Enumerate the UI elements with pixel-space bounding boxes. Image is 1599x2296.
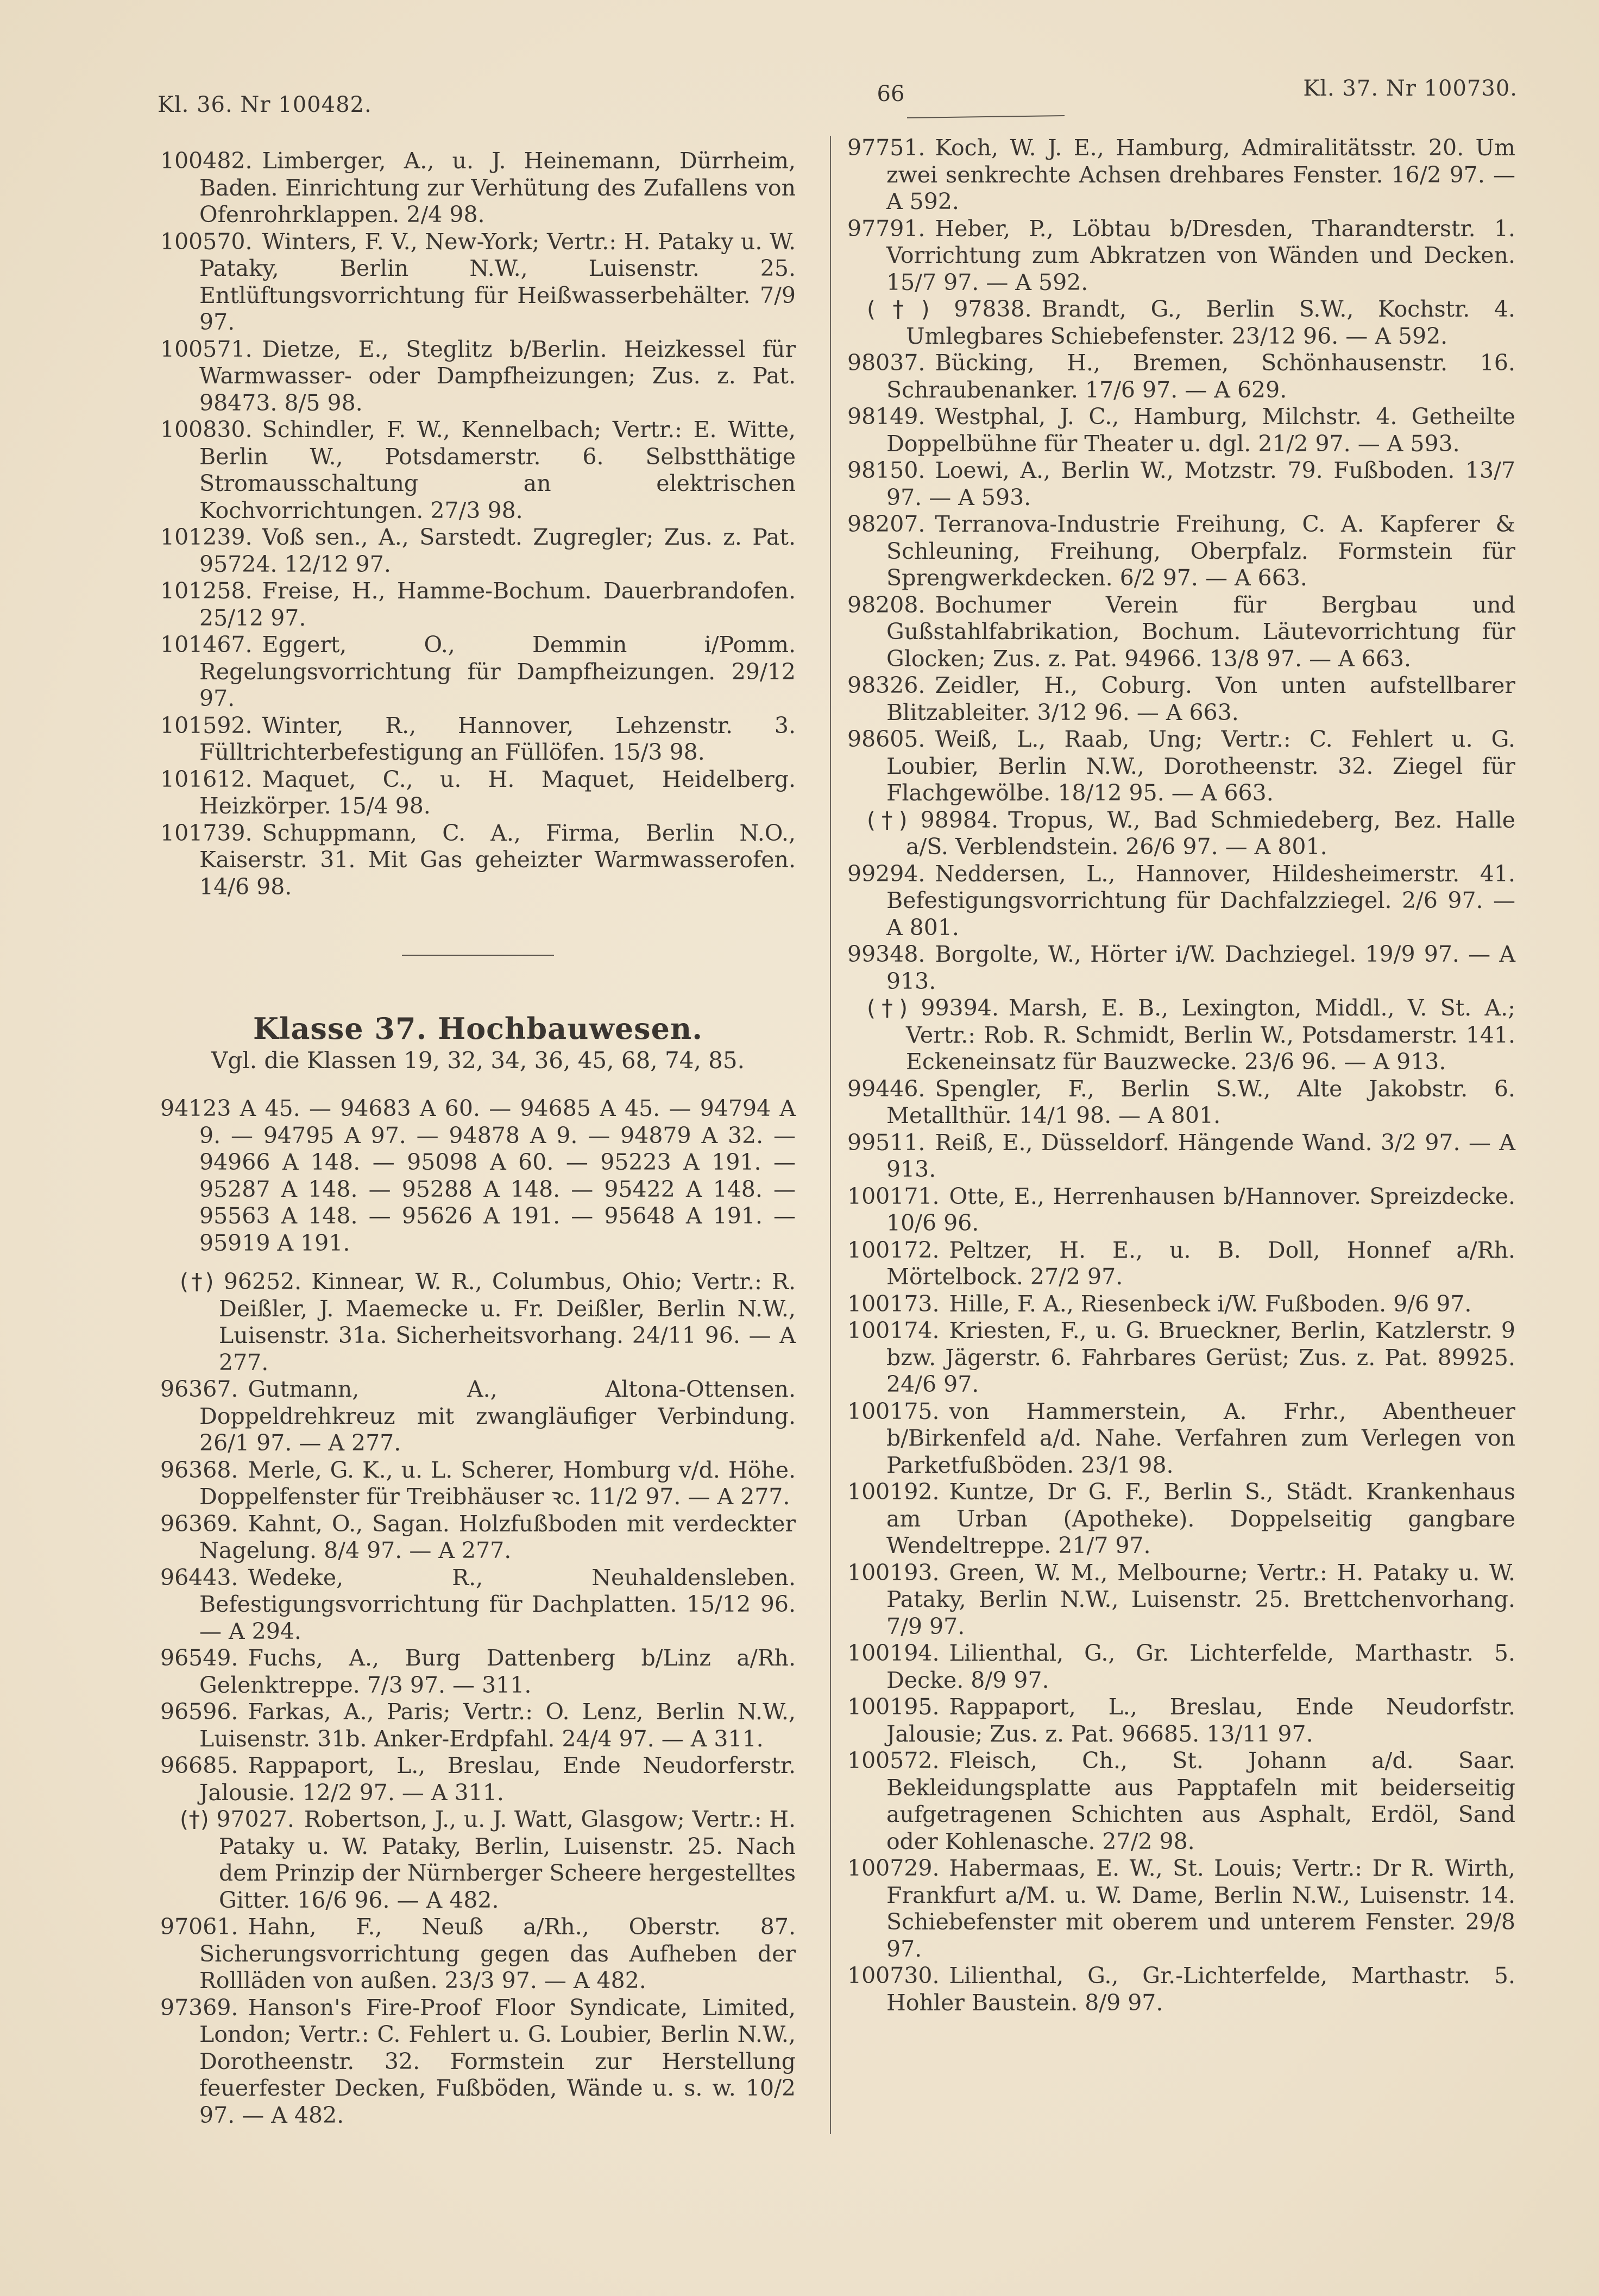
patent-entry — [847, 1748, 1515, 1855]
patent-entry — [847, 1694, 1515, 1748]
patent-description: Kahnt, O., Sagan. Holzfußboden mit verdeckter Nagelung. 8/4 97. — A 277. — [199, 1510, 796, 1563]
cross-references: 94123 A 45. — 94683 A 60. — 94685 A 45. — 94794 A 9. — 94795 A 97. — 94878 A 9. — 94879 A 32. — 94966 A 148. — 95098 A 60. — 95223 A 191. — 95287 A 148. — 95288 A 148. — 95422 A 148. — 95563 A 148. — 95626 A 191. — 95648 A 191. — 95919 A 191. — [160, 1095, 796, 1256]
patent-entry — [160, 1995, 796, 2129]
section-subtitle: Vgl. die Klassen 19, 32, 34, 36, 45, 68, 74, 85. — [211, 1046, 745, 1074]
patent-description: Maquet, C., u. H. Maquet, Heidelberg. Heizkörper. 15/4 98. — [199, 766, 796, 819]
patent-number: 96596. — [160, 1699, 238, 1725]
patent-description: Brandt, G., Berlin S.W., Kochstr. 4. Umlegbares Schiebefenster. 23/12 96. — A 592. — [906, 296, 1515, 349]
patent-entry — [847, 1855, 1515, 1963]
patent-entry — [847, 592, 1515, 673]
patent-number: 101258. — [160, 578, 253, 604]
patent-entry — [160, 712, 796, 766]
patent-description: Kriesten, F., u. G. Brueckner, Berlin, Katzlerstr. 9 bzw. Jägerstr. 6. Fahrbares Gerüst; Zus. z. Pat. 89925. 24/6 97. — [886, 1317, 1515, 1397]
patent-number: 99294. — [847, 860, 926, 887]
patent-description: Peltzer, H. E., u. B. Doll, Honnef a/Rh. Mörtelbock. 27/2 97. — [886, 1237, 1515, 1290]
patent-entry — [160, 1565, 796, 1645]
dagger-icon: (†) — [867, 296, 954, 322]
patent-description: Gutmann, A., Altona-Ottensen. Doppeldrehkreuz mit zwangläufiger Verbindung. 26/1 97. — A 277. — [199, 1376, 796, 1456]
dagger-icon: (†) — [867, 995, 921, 1021]
patent-number: 100193. — [847, 1559, 940, 1586]
patent-entry — [160, 1914, 796, 1995]
patent-entry — [847, 1398, 1515, 1479]
patent-description: Bücking, H., Bremen, Schönhausenstr. 16. Schraubenanker. 17/6 97. — A 629. — [886, 350, 1515, 403]
patent-number: 100175. — [847, 1398, 940, 1424]
patent-entry — [160, 578, 796, 632]
patent-number: 101239. — [160, 524, 253, 550]
patent-number: 100194. — [847, 1640, 940, 1666]
patent-description: Habermaas, E. W., St. Louis; Vertr.: Dr R. Wirth, Frankfurt a/M. u. W. Dame, Berlin N.W., Luisenstr. 14. Schiebefenster mit oberem und unterem Fenster. 29/8 97. — [886, 1855, 1515, 1962]
patent-number: 100173. — [847, 1290, 940, 1317]
patent-entry — [847, 135, 1515, 216]
patent-number: 100729. — [847, 1855, 940, 1881]
patent-description: Neddersen, L., Hannover, Hildesheimerstr. 41. Befestigungsvorrichtung für Dachfalzziegel. 2/6 97. — A 801. — [886, 860, 1515, 941]
patent-number: 101467. — [160, 632, 253, 658]
patent-description: Bochumer Verein für Bergbau und Gußstahlfabrikation, Bochum. Läutevorrichtung für Glocken; Zus. z. Pat. 94966. 13/8 97. — A 663. — [886, 591, 1515, 672]
patent-entry — [160, 1376, 796, 1457]
patent-description: Eggert, O., Demmin i/Pomm. Regelungsvorrichtung für Dampfheizungen. 29/12 97. — [199, 632, 796, 711]
patent-entry — [160, 1645, 796, 1699]
patent-entry — [847, 726, 1515, 807]
patent-description: Fuchs, A., Burg Dattenberg b/Linz a/Rh. Gelenktreppe. 7/3 97. — 311. — [199, 1645, 796, 1698]
patent-number: 101739. — [160, 819, 253, 846]
patent-description: Spengler, F., Berlin S.W., Alte Jakobstr. 6. Metallthür. 14/1 98. — A 801. — [886, 1075, 1515, 1128]
patent-description: Koch, W. J. E., Hamburg, Admiralitätsstr. 20. Um zwei senkrechte Achsen drehbares Fenster. 16/2 97. — A 592. — [886, 135, 1515, 215]
patent-entry — [847, 216, 1515, 297]
patent-description: Robertson, J., u. J. Watt, Glasgow; Vertr.: H. Pataky u. W. Pataky, Berlin, Luisenstr. 25. Nach dem Prinzip der Nürnberger Scheere hergestelltes Gitter. 16/6 96. — A 482. — [219, 1806, 796, 1913]
patent-description: Lilienthal, G., Gr.-Lichterfelde, Marthastr. 5. Hohler Baustein. 8/9 97. — [886, 1963, 1515, 2016]
patent-list-class-37-continued — [847, 135, 1515, 2016]
patent-description: Marsh, E. B., Lexington, Middl., V. St. A.; Vertr.: Rob. R. Schmidt, Berlin W., Potsdamerstr. 141. Eckeneinsatz für Bauzwecke. 23/6 96. — A 913. — [906, 995, 1516, 1075]
patent-entry — [847, 1560, 1515, 1641]
dagger-icon: (†) — [867, 806, 921, 833]
patent-entry — [160, 1806, 796, 1914]
patent-entry — [160, 1269, 796, 1376]
patent-number: 97838. — [954, 296, 1032, 322]
running-head-right: Kl. 37. Nr 100730. — [1303, 76, 1518, 101]
patent-entry — [160, 148, 796, 229]
patent-number: 100571. — [160, 336, 253, 362]
patent-entry — [847, 1237, 1515, 1291]
patent-number: 97369. — [160, 1994, 238, 2021]
patent-number: 100730. — [847, 1963, 940, 1989]
page-number-rule — [907, 115, 1065, 118]
patent-number: 98037. — [847, 350, 926, 376]
patent-description: Terranova-Industrie Freihung, C. A. Kapferer & Schleuning, Freihung, Oberpfalz. Formstein für Sprengwerkdecken. 6/2 97. — A 663. — [886, 511, 1515, 591]
patent-description: Schuppmann, C. A., Firma, Berlin N.O., Kaiserstr. 31. Mit Gas geheizter Warmwasserofen. 14/6 98. — [199, 819, 796, 900]
patent-description: Schindler, F. W., Kennelbach; Vertr.: E. Witte, Berlin W., Potsdamerstr. 6. Selbstthätige Stromausschaltung an elektrischen Kochvorrichtungen. 27/3 98. — [199, 417, 796, 523]
patent-entry — [160, 524, 796, 578]
patent-description: Borgolte, W., Hörter i/W. Dachziegel. 19/9 97. — A 913. — [886, 941, 1515, 994]
patent-description: Voß sen., A., Sarstedt. Zugregler; Zus. z. Pat. 95724. 12/12 97. — [199, 524, 796, 577]
patent-number: 101612. — [160, 766, 253, 792]
patent-description: Winter, R., Hannover, Lehzenstr. 3. Fülltrichterbefestigung an Füllöfen. 15/3 98. — [199, 712, 796, 765]
patent-number: 96685. — [160, 1752, 238, 1778]
patent-number: 96368. — [160, 1456, 238, 1483]
section-title: Klasse 37. Hochbauwesen. — [253, 1011, 703, 1046]
patent-number: 97791. — [847, 215, 926, 242]
patent-number: 100174. — [847, 1317, 940, 1343]
patent-number: 100195. — [847, 1694, 940, 1720]
patent-description: Kuntze, Dr G. F., Berlin S., Städt. Krankenhaus am Urban (Apotheke). Doppelseitig gangbare Wendeltreppe. 21/7 97. — [886, 1479, 1515, 1559]
patent-description: Rappaport, L., Breslau, Ende Neudorfstr. Jalousie; Zus. z. Pat. 96685. 13/11 97. — [886, 1694, 1515, 1747]
patent-description: Otte, E., Herrenhausen b/Hannover. Spreizdecke. 10/6 96. — [886, 1183, 1515, 1236]
patent-description: Merle, G. K., u. L. Scherer, Homburg v/d. Höhe. Doppelfenster für Treibhäuser ꝛc. 11/2 97. — A 277. — [199, 1456, 796, 1510]
running-head-left: Kl. 36. Nr 100482. — [158, 92, 372, 117]
patent-number: 100572. — [847, 1748, 940, 1774]
patent-description: Wedeke, R., Neuhaldensleben. Befestigungsvorrichtung für Dachplatten. 15/12 96. — A 294. — [199, 1564, 796, 1644]
patent-number: 98150. — [847, 457, 926, 483]
patent-number: 98605. — [847, 726, 926, 752]
patent-description: Hanson's Fire-Proof Floor Syndicate, Limited, London; Vertr.: C. Fehlert u. G. Loubier, Berlin N.W., Dorotheenstr. 32. Formstein zur Herstellung feuerfester Decken, Fußböden, Wände u. s. w. 10/2 97. — A 482. — [199, 1994, 796, 2128]
patent-entry — [847, 1963, 1515, 2016]
patent-entry — [160, 632, 796, 712]
patent-entry — [847, 457, 1515, 511]
patent-entry — [847, 350, 1515, 403]
patent-number: 100171. — [847, 1183, 940, 1209]
patent-entry — [847, 672, 1515, 726]
patent-entry — [847, 807, 1515, 861]
patent-description: Dietze, E., Steglitz b/Berlin. Heizkessel für Warmwasser- oder Dampfheizungen; Zus. z. Pat. 98473. 8/5 98. — [199, 336, 796, 416]
patent-entry — [847, 1479, 1515, 1560]
patent-entry — [160, 820, 796, 901]
patent-number: 98149. — [847, 403, 926, 430]
patent-number: 97061. — [160, 1914, 238, 1940]
patent-entry — [847, 1640, 1515, 1694]
patent-description: Heber, P., Löbtau b/Dresden, Tharandterstr. 1. Vorrichtung zum Abkratzen von Wänden und Decken. 15/7 97. — A 592. — [886, 215, 1515, 295]
patent-description: Hille, F. A., Riesenbeck i/W. Fußboden. 9/6 97. — [949, 1290, 1472, 1317]
dagger-icon: (†) — [180, 1806, 217, 1832]
patent-number: 98207. — [847, 511, 926, 537]
patent-number: 96367. — [160, 1376, 238, 1402]
patent-number: 100192. — [847, 1479, 940, 1505]
patent-description: Zeidler, H., Coburg. Von unten aufstellbarer Blitzableiter. 3/12 96. — A 663. — [886, 672, 1515, 726]
patent-number: 97027. — [216, 1806, 294, 1832]
patent-description: Rappaport, L., Breslau, Ende Neudorferstr. Jalousie. 12/2 97. — A 311. — [199, 1752, 796, 1806]
patent-description: Westphal, J. C., Hamburg, Milchstr. 4. Getheilte Doppelbühne für Theater u. dgl. 21/2 97. — A 593. — [886, 403, 1515, 457]
patent-number: 99446. — [847, 1075, 926, 1102]
patent-description: Lilienthal, G., Gr. Lichterfelde, Marthastr. 5. Decke. 8/9 97. — [886, 1640, 1515, 1693]
patent-description: Farkas, A., Paris; Vertr.: O. Lenz, Berlin N.W., Luisenstr. 31b. Anker-Erdpfahl. 24/4 97. — A 311. — [199, 1699, 796, 1752]
patent-entry — [160, 1752, 796, 1806]
patent-entry — [847, 861, 1515, 942]
patent-number: 100172. — [847, 1237, 940, 1263]
patent-number: 100570. — [160, 228, 253, 255]
patent-description: von Hammerstein, A. Frhr., Abentheuer b/Birkenfeld a/d. Nahe. Verfahren zum Verlegen von Parketfußböden. 23/1 98. — [886, 1398, 1515, 1478]
patent-description: Kinnear, W. R., Columbus, Ohio; Vertr.: R. Deißler, J. Maemecke u. Fr. Deißler, Berlin N.W., Luisenstr. 31a. Sicherheitsvorhang. 24/11 96. — A 277. — [219, 1269, 796, 1376]
patent-number: 99511. — [847, 1129, 926, 1156]
patent-description: Limberger, A., u. J. Heinemann, Dürrheim, Baden. Einrichtung zur Verhütung des Zufallens von Ofenrohrklappen. 2/4 98. — [199, 148, 796, 228]
patent-description: Reiß, E., Düsseldorf. Hängende Wand. 3/2 97. — A 913. — [886, 1129, 1515, 1182]
patent-entry — [160, 1457, 796, 1511]
patent-entry — [847, 995, 1515, 1076]
patent-entry — [847, 1291, 1515, 1318]
patent-description: Fleisch, Ch., St. Johann a/d. Saar. Bekleidungsplatte aus Papptafeln mit beiderseitig aufgetragenen Schichten aus Asphalt, Erdöl, Sand oder Kohlenasche. 27/2 98. — [886, 1748, 1515, 1855]
patent-number: 96252. — [223, 1269, 302, 1295]
patent-entry — [160, 766, 796, 820]
patent-number: 97751. — [847, 135, 926, 161]
patent-description: Loewi, A., Berlin W., Motzstr. 79. Fußboden. 13/7 97. — A 593. — [886, 457, 1515, 510]
patent-entry — [160, 229, 796, 336]
patent-entry — [160, 1699, 796, 1752]
patent-entry — [160, 1511, 796, 1565]
dagger-icon: (†) — [180, 1269, 224, 1295]
patent-entry — [847, 511, 1515, 592]
patent-entry — [847, 296, 1515, 350]
patent-entry — [847, 1076, 1515, 1130]
column-divider — [830, 136, 831, 2134]
patent-number: 99394. — [921, 995, 999, 1021]
patent-number: 100482. — [160, 148, 253, 174]
patent-description: Weiß, L., Raab, Ung; Vertr.: C. Fehlert u. G. Loubier, Berlin N.W., Dorotheenstr. 32. Ziegel für Flachgewölbe. 18/12 95. — A 663. — [886, 726, 1515, 806]
patent-entry — [847, 1183, 1515, 1237]
patent-entry — [847, 1317, 1515, 1398]
patent-number: 96549. — [160, 1645, 238, 1671]
patent-number: 98326. — [847, 672, 926, 698]
patent-description: Green, W. M., Melbourne; Vertr.: H. Pataky u. W. Pataky, Berlin N.W., Luisenstr. 25. Brettchenvorhang. 7/9 97. — [886, 1559, 1515, 1639]
patent-description: Hahn, F., Neuß a/Rh., Oberstr. 87. Sicherungsvorrichtung gegen das Aufheben der Rollläden von außen. 23/3 97. — A 482. — [199, 1914, 796, 1994]
right-column — [847, 135, 1515, 2016]
patent-entry — [847, 941, 1515, 995]
section-separator — [402, 955, 554, 956]
patent-number: 101592. — [160, 712, 253, 739]
patent-list-class-37 — [160, 1269, 796, 2129]
patent-number: 98984. — [920, 806, 999, 833]
patent-number: 96369. — [160, 1510, 238, 1537]
patent-entry — [160, 417, 796, 524]
patent-description: Freise, H., Hamme-Bochum. Dauerbrandofen. 25/12 97. — [199, 578, 796, 631]
patent-entry — [847, 403, 1515, 457]
patent-number: 99348. — [847, 941, 926, 967]
patent-number: 96443. — [160, 1564, 238, 1591]
patent-description: Winters, F. V., New-York; Vertr.: H. Pataky u. W. Pataky, Berlin N.W., Luisenstr. 25. Entlüftungsvorrichtung für Heißwasserbehälter. 7/9 97. — [199, 228, 796, 335]
patent-list-class-36 — [160, 148, 796, 900]
page-number: 66 — [877, 81, 905, 106]
patent-number: 98208. — [847, 591, 926, 618]
patent-entry — [160, 336, 796, 417]
left-column — [160, 148, 796, 2129]
patent-description: Tropus, W., Bad Schmiedeberg, Bez. Halle a/S. Verblendstein. 26/6 97. — A 801. — [906, 806, 1515, 860]
page-header — [158, 76, 1518, 125]
patent-entry — [847, 1130, 1515, 1183]
patent-number: 100830. — [160, 417, 253, 443]
